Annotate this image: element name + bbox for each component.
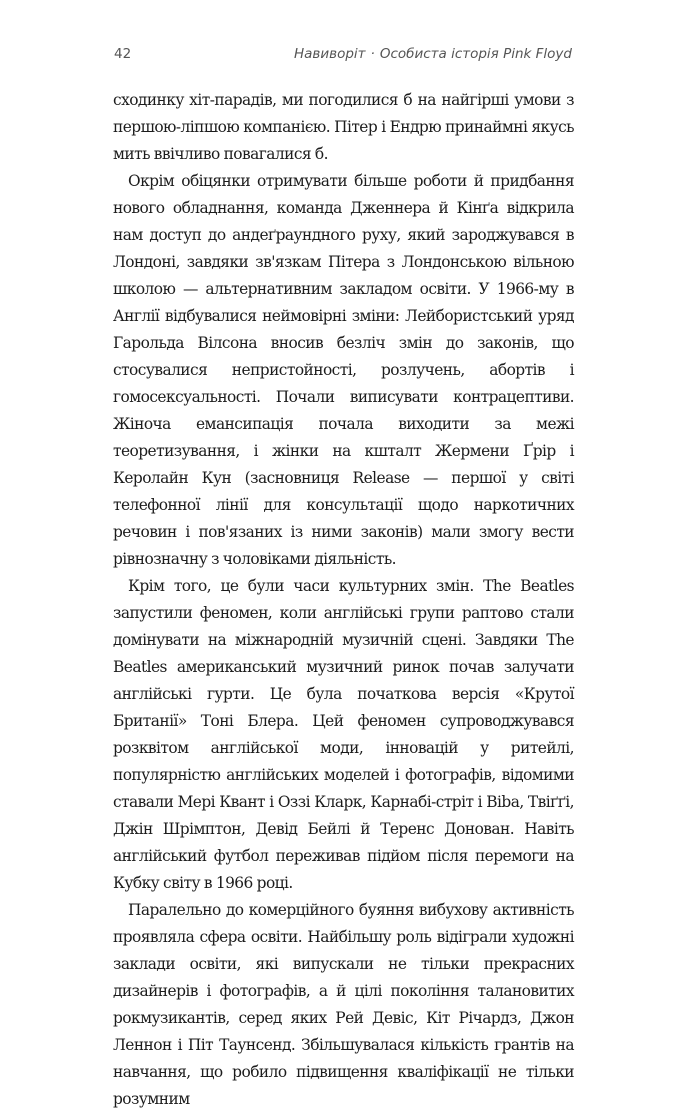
paragraph-continuation: сходинку хіт-парадів, ми погодилися б на найгірші умови з першою-ліпшою компанією. Пітер і Ендрю принаймні якусь мить ввічливо повагалися б. xyxy=(113,91,574,163)
header-separator: · xyxy=(370,46,375,62)
book-subtitle: Особиста історія Pink Floyd xyxy=(379,46,572,62)
paragraph: Крім того, це були часи культурних змін. The Beatles запустили феномен, коли англійські групи раптово стали домінувати на міжнародній музичній сцені. Завдяки The Beatles американський музичний ринок почав залучати англійські гурти. Це була початкова версія «Крутої Британії» Тоні Блера. Цей феномен супроводжувався розквітом англійської моди, інновацій у ритейлі, популярністю англійських моделей і фотографів, відомими ставали Мері Квант і Оззі Кларк, Карнабі-стріт і Biba, Твіґґі, Джін Шрімптон, Девід Бейлі й Теренс Донован. Навіть англійський футбол переживав підйом після перемоги на Кубку світу в 1966 році. xyxy=(113,577,574,892)
running-head xyxy=(294,46,572,62)
book-title: Навиворіт xyxy=(293,46,366,62)
page-body-text xyxy=(113,87,574,1113)
page-number: 42 xyxy=(114,46,132,62)
paragraph: Окрім обіцянки отримувати більше роботи й придбання нового обладнання, команда Дженнера й Кінґа відкрила нам доступ до андеґраундного руху, який зароджувався в Лондоні, завдяки зв'язкам Пітера з Лондонською вільною школою — альтернативним закладом освіти. У 1966-му в Англії відбувалися неймовірні зміни: Лейбористський уряд Гарольда Вілсона вносив безліч змін до законів, що стосувалися непристойності, розлучень, абортів і гомосексуальності. Почали виписувати контрацептиви. Жіноча емансипація почала виходити за межі теоретизування, і жінки на кшталт Жермени Ґрір і Керолайн Кун (засновниця Release — першої у світі телефонної лінії для консультації щодо наркотичних речовин і пов'язаних із ними законів) мали змогу вести рівнозначну з чоловіками діяльність. xyxy=(113,172,574,568)
page-header xyxy=(114,46,572,72)
paragraph: Паралельно до комерційного буяння вибухову активність проявляла сфера освіти. Найбільшу роль відіграли художні заклади освіти, які випускали не тільки прекрасних дизайнерів і фотографів, а й цілі покоління талановитих рокмузикантів, серед яких Рей Девіс, Кіт Річардз, Джон Леннон і Піт Таунсенд. Збільшувалася кількість грантів на навчання, що робило підвищення кваліфікації не тільки розумним xyxy=(113,901,574,1108)
